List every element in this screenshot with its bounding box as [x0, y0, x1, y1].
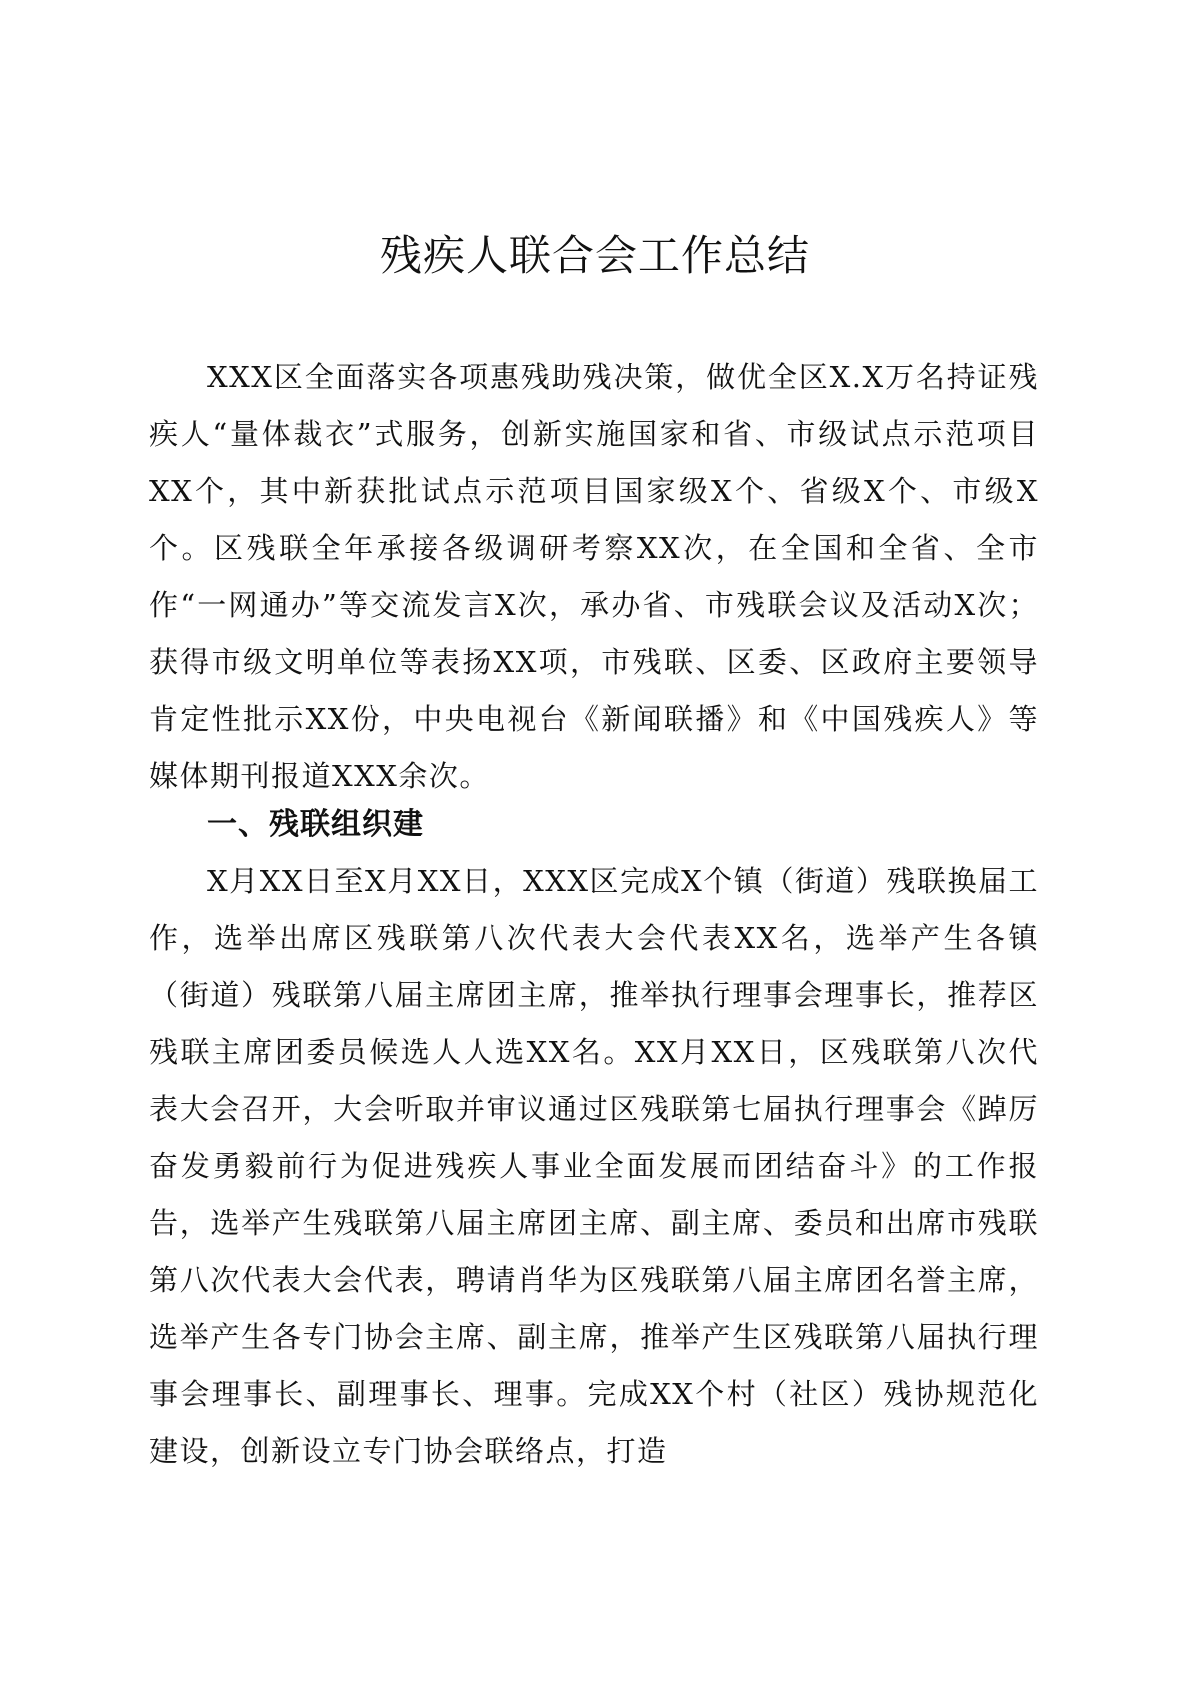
section-heading: 一、残联组织建	[207, 807, 424, 842]
document-title: 残疾人联合会工作总结	[379, 231, 810, 280]
intro-paragraph: XXX区全面落实各项惠残助残决策，做优全区X.X万名持证残疾人“量体裁衣”式服务，创新实施国家和省、市级试点示范项目XX个，其中新获批试点示范项目国家级X个、省级X个、市级X个。区残联全年承接各级调研考察XX次，在全国和全省、全市作“一网通办”等交流发言X次，承办省、市残联会议及活动X次；获得市级文明单位等表扬XX项，市残联、区委、区政府主要领导肯定性批示XX份，中央电视台《新闻联播》和《中国残疾人》等媒体期刊报道XXX余次。	[149, 360, 1039, 793]
section-paragraph: X月XX日至X月XX日，XXX区完成X个镇（街道）残联换届工作，选举出席区残联第八次代表大会代表XX名，选举产生各镇（街道）残联第八届主席团主席，推举执行理事会理事长，推荐区残联主席团委员候选人人选XX名。XX月XX日，区残联第八次代表大会召开，大会听取并审议通过区残联第七届执行理事会《踔厉奋发勇毅前行为促进残疾人事业全面发展而团结奋斗》的工作报告，选举产生残联第八届主席团主席、副主席、委员和出席市残联第八次代表大会代表，聘请肖华为区残联第八届主席团名誉主席，选举产生各专门协会主席、副主席，推举产生区残联第八届执行理事会理事长、副理事长、理事。完成XX个村（社区）残协规范化建设，创新设立专门协会联络点，打造	[149, 864, 1039, 1468]
